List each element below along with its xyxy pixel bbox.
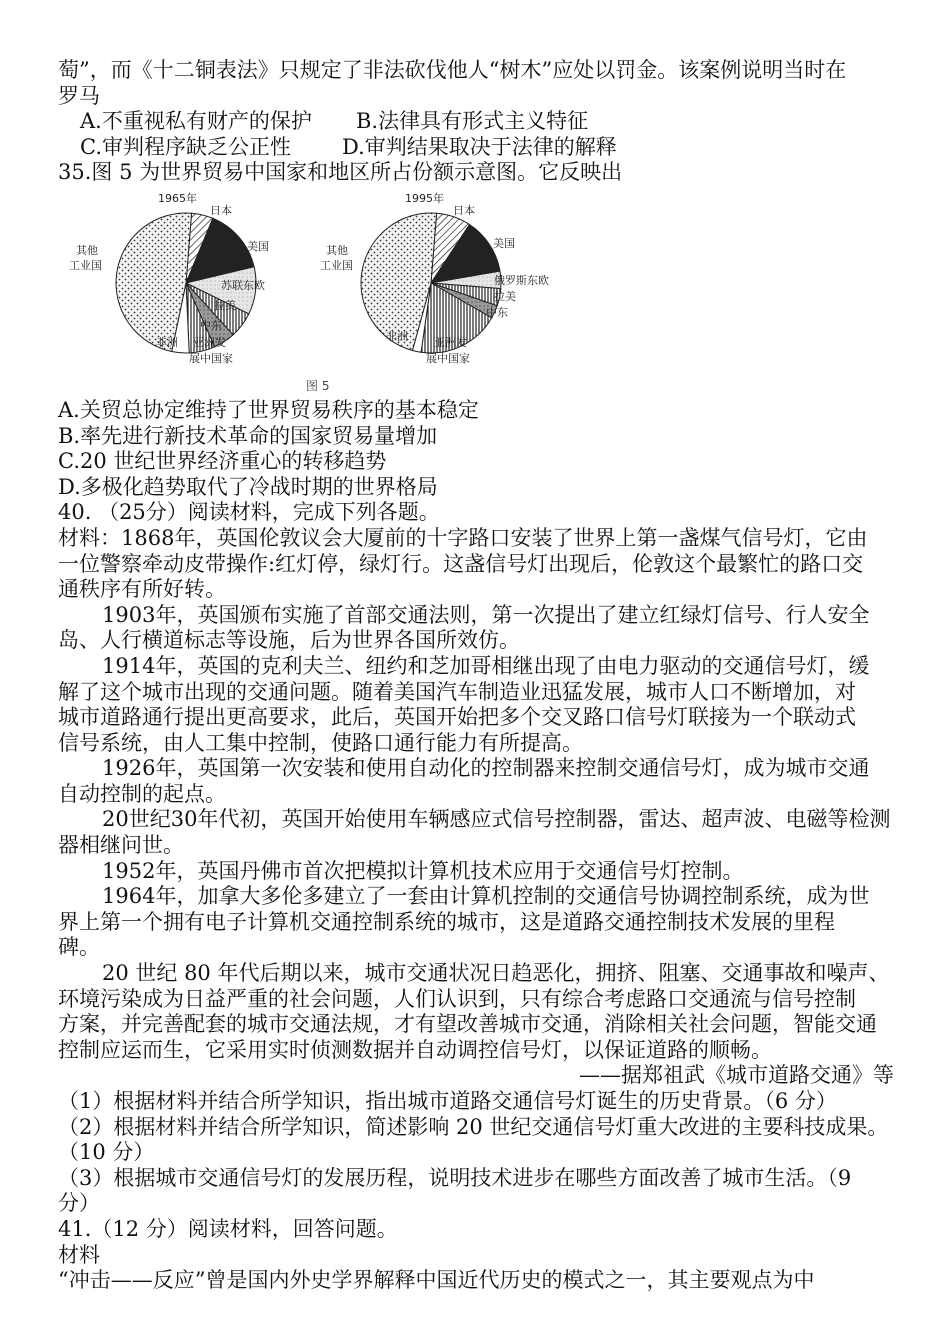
q35-option-c: C.20 世纪世界经济重心的转移趋势 [58, 449, 387, 474]
q34-option-c: C.审判程序缺乏公正性 [80, 134, 291, 159]
q41-heading: 41.（12 分）阅读材料，回答问题。 [58, 1216, 398, 1241]
q34-line-2: 罗马 [58, 83, 100, 108]
q40-para-7-line: 界上第一个拥有电子计算机交通控制系统的城市，这是道路交通控制技术发展的里程 [58, 909, 835, 934]
q40-para-5 [58, 807, 894, 858]
label-1965-asia-1: 亚洲发 [193, 335, 226, 349]
q40-source: ——据郑祖武《城市道路交通》等 [579, 1063, 894, 1088]
q41-material-line: “冲击——反应”曾是国内外史学界解释中国近代历史的模式之一，其主要观点为中 [58, 1268, 815, 1293]
q35-option-d: D.多极化趋势取代了冷战时期的世界格局 [58, 474, 438, 499]
q40-para-1 [58, 526, 894, 603]
label-1995-mideast: 中东 [486, 305, 508, 319]
q40-para-4-line: 自动控制的起点。 [58, 781, 226, 806]
q40-subquestion-1: （1）根据材料并结合所学知识，指出城市道路交通信号灯诞生的历史背景。（6 分） [58, 1089, 837, 1113]
q40-para-3-line: 城市道路通行提出更高要求，此后，英国开始把多个交叉路口信号灯联接为一个联动式 [58, 705, 856, 730]
label-1995-usa: 美国 [493, 236, 515, 250]
label-1995-year: 1995年 [405, 191, 444, 205]
q40-para-4 [58, 756, 894, 807]
q35-stem: 35.图 5 为世界贸易中国家和地区所占份额示意图。它反映出 [58, 160, 623, 185]
q40-para-2-line: 1903年，英国颁布实施了首部交通法则，第一次提出了建立红绿灯信号、行人安全 [102, 602, 870, 627]
q40-para-2 [58, 603, 894, 654]
q40-para-3-line: 解了这个城市出现的交通问题。随着美国汽车制造业迅猛发展，城市人口不断增加，对 [58, 679, 856, 704]
q35-option-b: B.率先进行新技术革命的国家贸易量增加 [58, 423, 438, 448]
q40-para-5-line: 器相继问世。 [58, 833, 184, 858]
figure-caption: 图 5 [306, 378, 330, 393]
q40-subquestion-3: （3）根据城市交通信号灯的发展历程，说明技术进步在哪些方面改善了城市生活。（9 [58, 1165, 852, 1190]
pie-1995 [361, 213, 501, 353]
q34-options-row-1 [58, 109, 894, 135]
figure-5-pies [58, 188, 758, 396]
label-1995-russia: 俄罗斯东欧 [494, 273, 549, 287]
q40-para-8 [58, 961, 894, 1063]
q40-para-4-line: 1926年，英国第一次安装和使用自动化的控制器来控制交通信号灯，成为城市交通 [102, 756, 870, 781]
q40-para-8-line: 环境污染成为日益严重的社会问题，人们认识到，只有综合考虑路口交通流与信号控制 [58, 986, 856, 1011]
q40-subquestion-3-score: 分） [58, 1191, 100, 1216]
label-1965-africa: 非洲 [156, 335, 178, 349]
label-1965-year: 1965年 [158, 191, 197, 205]
label-1995-latam: 拉美 [494, 289, 516, 303]
q40-para-1-line: 材料：1868年，英国伦敦议会大厦前的十字路口安装了世界上第一盏煤气信号灯，它由 [58, 525, 868, 550]
q34-line-1: 萄”，而《十二铜表法》只规定了非法砍伐他人“树木”应处以罚金。该案例说明当时在 [58, 58, 847, 82]
label-1965-other-2: 工业国 [69, 258, 102, 272]
label-1965-usa: 美国 [247, 239, 269, 253]
label-1965-latam: 拉美 [214, 298, 236, 312]
q34-option-b: B.法律具有形式主义特征 [356, 109, 589, 134]
q40-subquestion-2: （2）根据材料并结合所学知识，简述影响 20 世纪交通信号灯重大改进的主要科技成果。 [58, 1114, 889, 1139]
q40-para-7-line: 碑。 [58, 935, 100, 960]
q40-para-1-line: 一位警察牵动皮带操作:红灯停，绿灯行。这盏信号灯出现后，伦敦这个最繁忙的路口交 [58, 551, 864, 576]
label-1995-asia-2: 展中国家 [426, 351, 470, 365]
q40-subquestion-2-score: （10 分） [58, 1140, 155, 1165]
q35-option-a: A.关贸总协定维持了世界贸易秩序的基本稳定 [58, 397, 479, 422]
q40-para-6 [58, 859, 894, 885]
q40-para-3-line: 信号系统，由人工集中控制，使路口通行能力有所提高。 [58, 730, 583, 755]
label-1965-mideast: 中东 [200, 318, 222, 332]
label-1995-other-1: 其他 [326, 243, 348, 257]
label-1965-ussr: 苏联东欧 [221, 278, 265, 292]
q34-options-row-2 [58, 135, 894, 161]
q40-para-8-line: 方案，并完善配套的城市交通法规，才有望改善城市交通，消除相关社会问题，智能交通 [58, 1012, 877, 1037]
q40-para-3 [58, 654, 894, 756]
label-1995-japan: 日本 [453, 203, 475, 217]
label-1995-africa: 非洲 [386, 329, 408, 343]
q40-heading: 40. （25分）阅读材料，完成下列各题。 [58, 500, 440, 525]
label-1965-japan: 日本 [210, 203, 232, 217]
q40-para-6-line: 1952年，英国丹佛市首次把模拟计算机技术应用于交通信号灯控制。 [102, 858, 744, 883]
q40-para-7-line: 1964年，加拿大多伦多建立了一套由计算机控制的交通信号协调控制系统，成为世 [102, 884, 870, 909]
label-1965-other-1: 其他 [76, 243, 98, 257]
label-1995-other-2: 工业国 [320, 258, 353, 272]
label-1965-asia-2: 展中国家 [189, 351, 233, 365]
q40-para-3-line: 1914年，英国的克利夫兰、纽约和芝加哥相继出现了由电力驱动的交通信号灯，缓 [102, 653, 870, 678]
q40-para-8-line: 控制应运而生，它采用实时侦测数据并自动调控信号灯，以保证道路的顺畅。 [58, 1037, 772, 1062]
q40-para-2-line: 岛、人行横道标志等设施，后为世界各国所效仿。 [58, 628, 520, 653]
q41-material-label: 材料 [58, 1242, 100, 1267]
exam-page [58, 58, 894, 1294]
label-1995-asia-1: 亚洲发 [434, 335, 467, 349]
q40-para-8-line: 20 世纪 80 年代后期以来，城市交通状况日趋恶化，拥挤、阻塞、交通事故和噪声、 [102, 961, 890, 986]
q34-option-d: D.审判结果取决于法律的解释 [342, 134, 617, 159]
q34-option-a: A.不重视私有财产的保护 [80, 109, 312, 134]
q40-para-1-line: 通秩序有所好转。 [58, 577, 226, 602]
figure-5 [58, 188, 894, 396]
q40-para-7 [58, 884, 894, 961]
q40-para-5-line: 20世纪30年代初，英国开始使用车辆感应式信号控制器，雷达、超声波、电磁等检测 [102, 807, 891, 832]
